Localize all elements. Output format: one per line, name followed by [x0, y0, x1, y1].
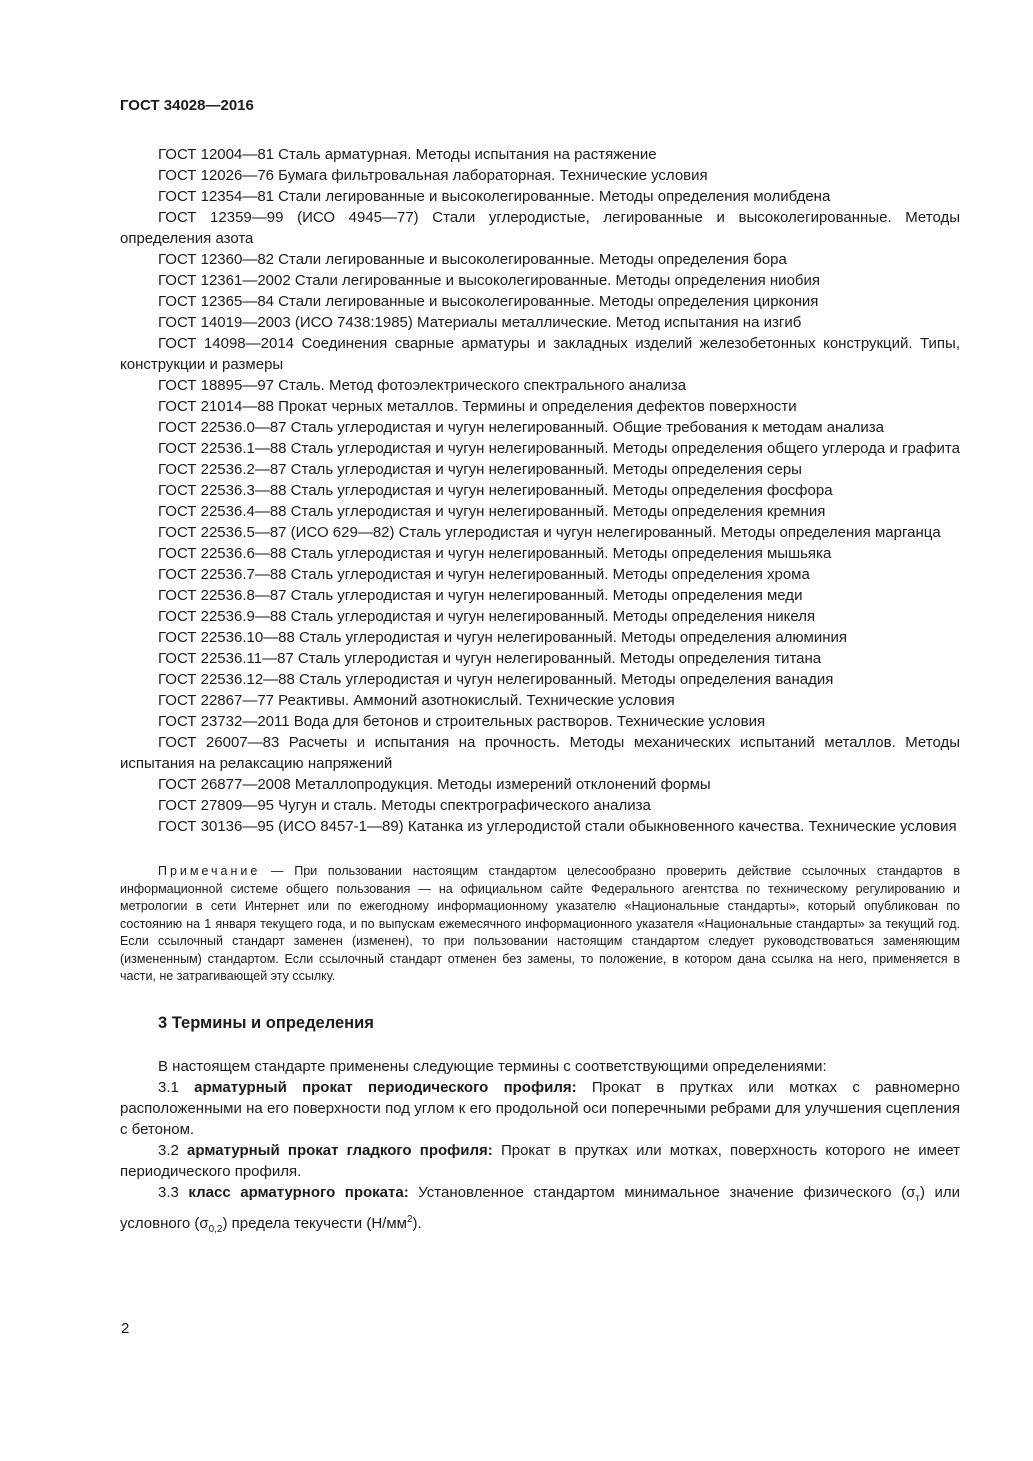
- section-intro: В настоящем стандарте применены следующие термины с соответствующими определениями:: [158, 1057, 827, 1075]
- standard-reference: ГОСТ 12365—84 Стали легированные и высоколегированные. Методы определения циркония: [158, 293, 819, 310]
- standard-reference: ГОСТ 22536.4—88 Сталь углеродистая и чугун нелегированный. Методы определения кремния: [158, 503, 826, 520]
- standard-reference: ГОСТ 18895—97 Сталь. Метод фотоэлектрического спектрального анализа: [158, 377, 687, 394]
- standard-reference: ГОСТ 12026—76 Бумага фильтровальная лабораторная. Технические условия: [158, 167, 708, 184]
- standard-reference: ГОСТ 12360—82 Стали легированные и высоколегированные. Методы определения бора: [158, 251, 787, 268]
- term-name: арматурный прокат гладкого профиля:: [187, 1141, 493, 1159]
- term-text: ).: [412, 1214, 422, 1232]
- standard-reference: ГОСТ 27809—95 Чугун и сталь. Методы спектрографического анализа: [158, 797, 651, 814]
- page-number: 2: [121, 1320, 130, 1337]
- term-name: класс арматурного проката:: [188, 1183, 409, 1201]
- standard-reference: ГОСТ 22867—77 Реактивы. Аммоний азотнокислый. Технические условия: [158, 692, 675, 709]
- term-definition-3-2: [120, 1140, 960, 1182]
- standard-reference: ГОСТ 14019—2003 (ИСО 7438:1985) Материалы металлические. Метод испытания на изгиб: [158, 314, 802, 331]
- term-text: ) или условного (σ: [120, 1183, 960, 1232]
- standard-reference: ГОСТ 14098—2014 Соединения сварные арматуры и закладных изделий железобетонных конструкций. Типы, конструкции и размеры: [120, 335, 960, 373]
- sigma-subscript-02: 0,2: [208, 1223, 223, 1235]
- standard-reference: ГОСТ 12354—81 Стали легированные и высоколегированные. Методы определения молибдена: [158, 188, 831, 205]
- term-number: 3.2: [158, 1141, 179, 1159]
- term-definition-3-3: [120, 1182, 960, 1240]
- standard-reference: ГОСТ 22536.10—88 Сталь углеродистая и чугун нелегированный. Методы определения алюминия: [158, 629, 847, 646]
- standard-reference: ГОСТ 22536.11—87 Сталь углеродистая и чугун нелегированный. Методы определения титана: [158, 650, 822, 667]
- standard-reference: ГОСТ 30136—95 (ИСО 8457-1—89) Катанка из углеродистой стали обыкновенного качества. Технические условия: [158, 818, 957, 835]
- standard-reference: ГОСТ 22536.8—87 Сталь углеродистая и чугун нелегированный. Методы определения меди: [158, 587, 803, 604]
- standard-reference: ГОСТ 12359—99 (ИСО 4945—77) Стали углеродистые, легированные и высоколегированные. Методы определения азота: [120, 209, 960, 247]
- term-text: Прокат в прутках или мотках, поверхность которого не имеет периодического профиля.: [120, 1141, 961, 1180]
- term-number: 3.1: [158, 1078, 179, 1096]
- squared-superscript: 2: [406, 1213, 413, 1225]
- standard-reference: ГОСТ 22536.6—88 Сталь углеродистая и чугун нелегированный. Методы определения мышьяка: [158, 545, 832, 562]
- standard-reference: ГОСТ 22536.5—87 (ИСО 629—82) Сталь углеродистая и чугун нелегированный. Методы определения марганца: [158, 524, 941, 541]
- term-definition-3-1: [120, 1077, 960, 1140]
- standard-reference: ГОСТ 22536.9—88 Сталь углеродистая и чугун нелегированный. Методы определения никеля: [158, 608, 816, 625]
- term-name: арматурный прокат периодического профиля:: [194, 1078, 577, 1096]
- standards-list: [120, 144, 960, 837]
- standard-reference: ГОСТ 12004—81 Сталь арматурная. Методы испытания на растяжение: [158, 146, 657, 163]
- standard-reference: ГОСТ 26877—2008 Металлопродукция. Методы измерений отклонений формы: [158, 776, 711, 793]
- standard-reference: ГОСТ 22536.3—88 Сталь углеродистая и чугун нелегированный. Методы определения фосфора: [158, 482, 833, 499]
- term-text: Прокат в прутках или мотках с равномерно расположенными на его поверхности под углом к его продольной оси поперечными ребрами для улучшения сцепления с бетоном.: [120, 1078, 960, 1138]
- standard-reference: ГОСТ 22536.12—88 Сталь углеродистая и чугун нелегированный. Методы определения ванадия: [158, 671, 834, 688]
- standard-reference: ГОСТ 26007—83 Расчеты и испытания на прочность. Методы механических испытаний металлов. Методы испытания на релаксацию напряжений: [120, 734, 960, 772]
- sigma-subscript-t: т: [915, 1192, 920, 1204]
- doc-header: ГОСТ 34028—2016: [120, 97, 254, 114]
- standard-reference: ГОСТ 22536.1—88 Сталь углеродистая и чугун нелегированный. Методы определения общего углерода и графита: [158, 440, 960, 457]
- term-number: 3.3: [158, 1183, 179, 1201]
- standard-reference: ГОСТ 23732—2011 Вода для бетонов и строительных растворов. Технические условия: [158, 713, 766, 730]
- note-label: Примечание: [158, 864, 261, 878]
- standard-reference: ГОСТ 21014—88 Прокат черных металлов. Термины и определения дефектов поверхности: [158, 398, 797, 415]
- term-text: ) предела текучести (Н/мм: [222, 1214, 407, 1232]
- note-text: — При пользовании настоящим стандартом целесообразно проверить действие ссылочных стандартов в информационной системе общего пользования — на официальном сайте Федерального агентства по техническому регулированию и метрологии в сети Интернет или по ежегодному информационному указателю «Национальные стандарты», который опубликован по состоянию на 1 января текущего года, и по выпускам ежемесячного информационного указателя «Национальные стандарты» за текущий год. Если ссылочный стандарт заменен (изменен), то при пользовании настоящим стандартом следует руководствоваться заменяющим (измененным) стандартом. Если ссылочный стандарт отменен без замены, то положение, в котором дана ссылка на него, применяется в части, не затрагивающей эту ссылку.: [120, 864, 960, 983]
- standard-reference: ГОСТ 22536.2—87 Сталь углеродистая и чугун нелегированный. Методы определения серы: [158, 461, 802, 478]
- term-text: Установленное стандартом минимальное значение физического (σ: [418, 1183, 916, 1201]
- standard-reference: ГОСТ 22536.0—87 Сталь углеродистая и чугун нелегированный. Общие требования к методам анализа: [158, 419, 884, 436]
- standard-reference: ГОСТ 12361—2002 Стали легированные и высоколегированные. Методы определения ниобия: [158, 272, 820, 289]
- standard-reference: ГОСТ 22536.7—88 Сталь углеродистая и чугун нелегированный. Методы определения хрома: [158, 566, 810, 583]
- section-heading: 3 Термины и определения: [158, 1013, 374, 1032]
- note-paragraph: [120, 863, 960, 986]
